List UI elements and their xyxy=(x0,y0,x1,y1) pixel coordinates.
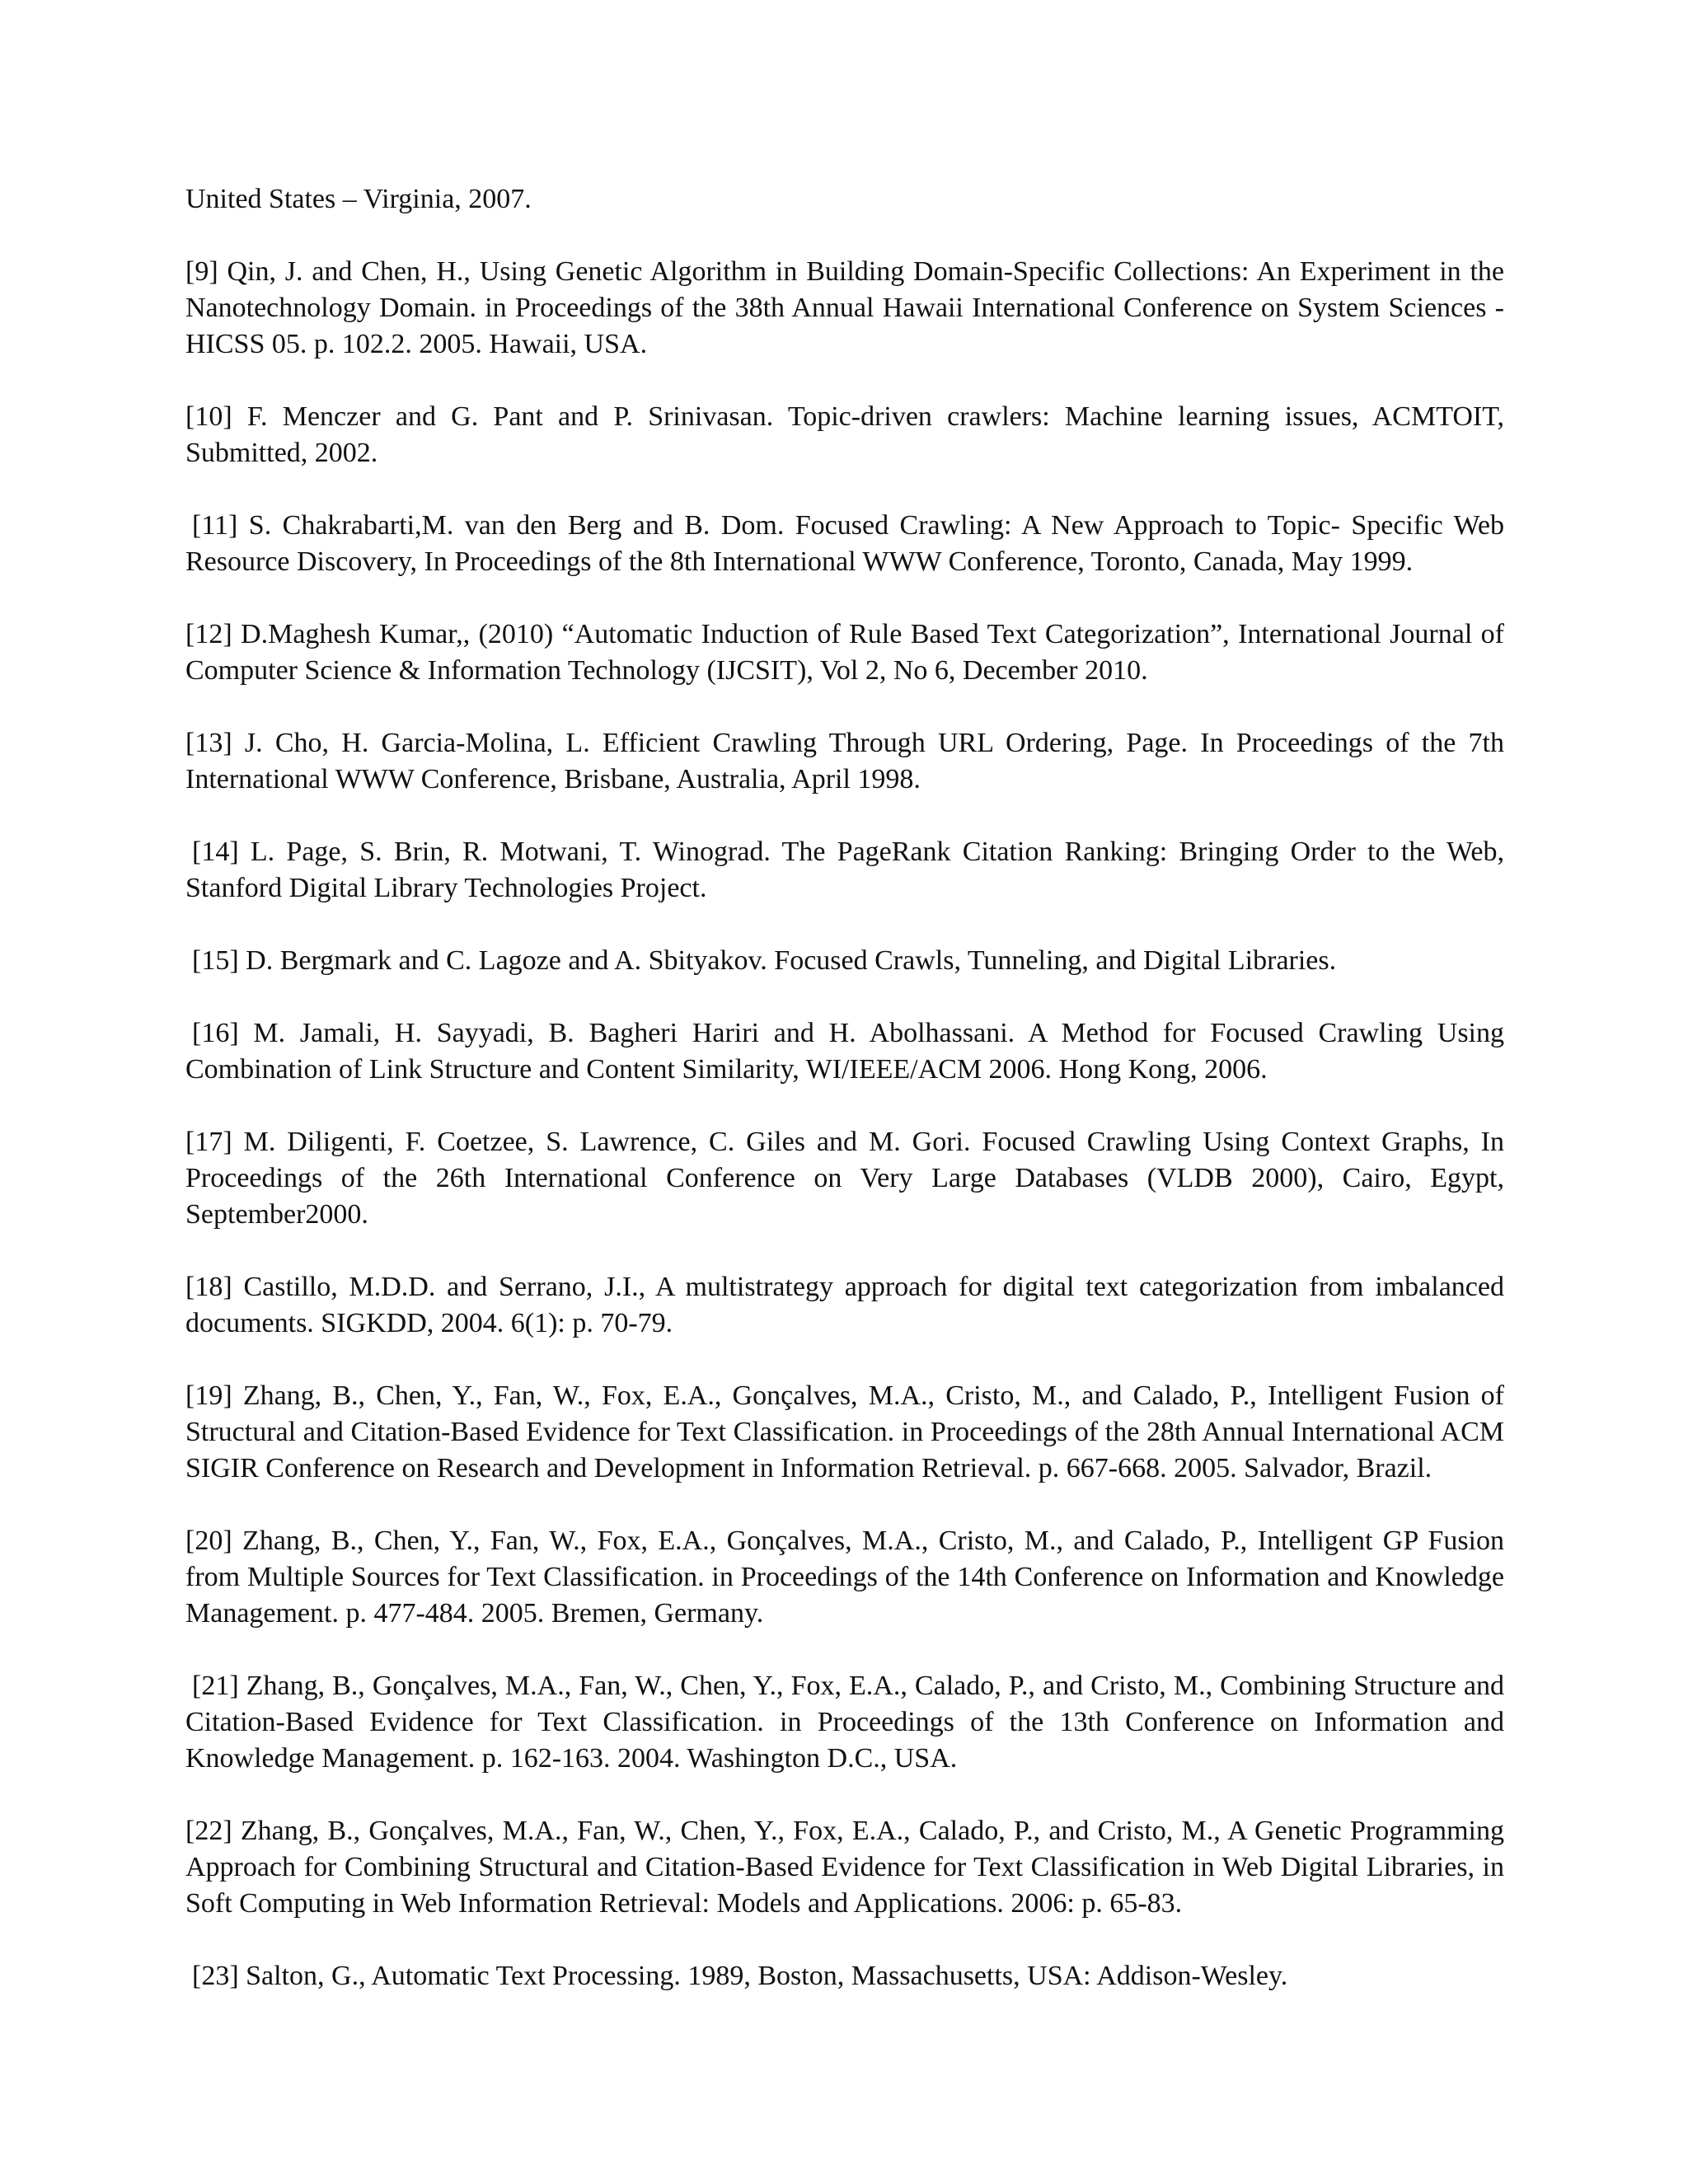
reference-20: [20] Zhang, B., Chen, Y., Fan, W., Fox, E.A., Gonçalves, M.A., Cristo, M., and Calado, P., Intelligent GP Fusion from Multiple Sources for Text Classification. in Proceedings of the 14th Conference on Information and Knowledge Management. p. 477-484. 2005. Bremen, Germany. xyxy=(185,1526,1504,1629)
reference-continuation: United States – Virginia, 2007. xyxy=(185,184,532,214)
reference-9: [9] Qin, J. and Chen, H., Using Genetic Algorithm in Building Domain-Specific Collections: An Experiment in the Nanotechnology Domain. in Proceedings of the 38th Annual Hawaii International Conference on System Sciences - HICSS 05. p. 102.2. 2005. Hawaii, USA. xyxy=(185,256,1504,359)
reference-22: [22] Zhang, B., Gonçalves, M.A., Fan, W., Chen, Y., Fox, E.A., Calado, P., and Cristo, M., A Genetic Programming Approach for Combining Structural and Citation-Based Evidence for Text Classification in Web Digital Libraries, in Soft Computing in Web Information Retrieval: Models and Applications. 2006: p. 65-83. xyxy=(185,1816,1504,1919)
reference-21: [21] Zhang, B., Gonçalves, M.A., Fan, W., Chen, Y., Fox, E.A., Calado, P., and Cristo, M., Combining Structure and Citation-Based Evidence for Text Classification. in Proceedings of the 13th Conference on Information and Knowledge Management. p. 162-163. 2004. Washington D.C., USA. xyxy=(185,1671,1504,1774)
reference-12: [12] D.Maghesh Kumar,, (2010) “Automatic Induction of Rule Based Text Categorization”, International Journal of Computer Science & Information Technology (IJCSIT), Vol 2, No 6, December 2010. xyxy=(185,619,1504,686)
reference-17: [17] M. Diligenti, F. Coetzee, S. Lawrence, C. Giles and M. Gori. Focused Crawling Using Context Graphs, In Proceedings of the 26th International Conference on Very Large Databases (VLDB 2000), Cairo, Egypt, September2000. xyxy=(185,1127,1504,1230)
reference-14: [14] L. Page, S. Brin, R. Motwani, T. Winograd. The PageRank Citation Ranking: Bringing Order to the Web, Stanford Digital Library Technologies Project. xyxy=(185,837,1504,903)
reference-13: [13] J. Cho, H. Garcia-Molina, L. Efficient Crawling Through URL Ordering, Page. In Proceedings of the 7th International WWW Conference, Brisbane, Australia, April 1998. xyxy=(185,728,1504,794)
reference-23: [23] Salton, G., Automatic Text Processing. 1989, Boston, Massachusetts, USA: Addison-Wesley. xyxy=(192,1961,1288,1991)
reference-list xyxy=(185,181,1504,2031)
reference-10: [10] F. Menczer and G. Pant and P. Srinivasan. Topic-driven crawlers: Machine learning issues, ACMTOIT, Submitted, 2002. xyxy=(185,401,1504,468)
reference-11: [11] S. Chakrabarti,M. van den Berg and B. Dom. Focused Crawling: A New Approach to Topic- Specific Web Resource Discovery, In Proceedings of the 8th International WWW Conference, Toronto, Canada, May 1999. xyxy=(185,510,1504,577)
reference-15: [15] D. Bergmark and C. Lagoze and A. Sbityakov. Focused Crawls, Tunneling, and Digital Libraries. xyxy=(192,945,1337,976)
reference-16: [16] M. Jamali, H. Sayyadi, B. Bagheri Hariri and H. Abolhassani. A Method for Focused Crawling Using Combination of Link Structure and Content Similarity, WI/IEEE/ACM 2006. Hong Kong, 2006. xyxy=(185,1018,1504,1085)
reference-19: [19] Zhang, B., Chen, Y., Fan, W., Fox, E.A., Gonçalves, M.A., Cristo, M., and Calado, P., Intelligent Fusion of Structural and Citation-Based Evidence for Text Classification. in Proceedings of the 28th Annual International ACM SIGIR Conference on Research and Development in Information Retrieval. p. 667-668. 2005. Salvador, Brazil. xyxy=(185,1380,1504,1483)
reference-18: [18] Castillo, M.D.D. and Serrano, J.I., A multistrategy approach for digital text categorization from imbalanced documents. SIGKDD, 2004. 6(1): p. 70-79. xyxy=(185,1272,1504,1338)
